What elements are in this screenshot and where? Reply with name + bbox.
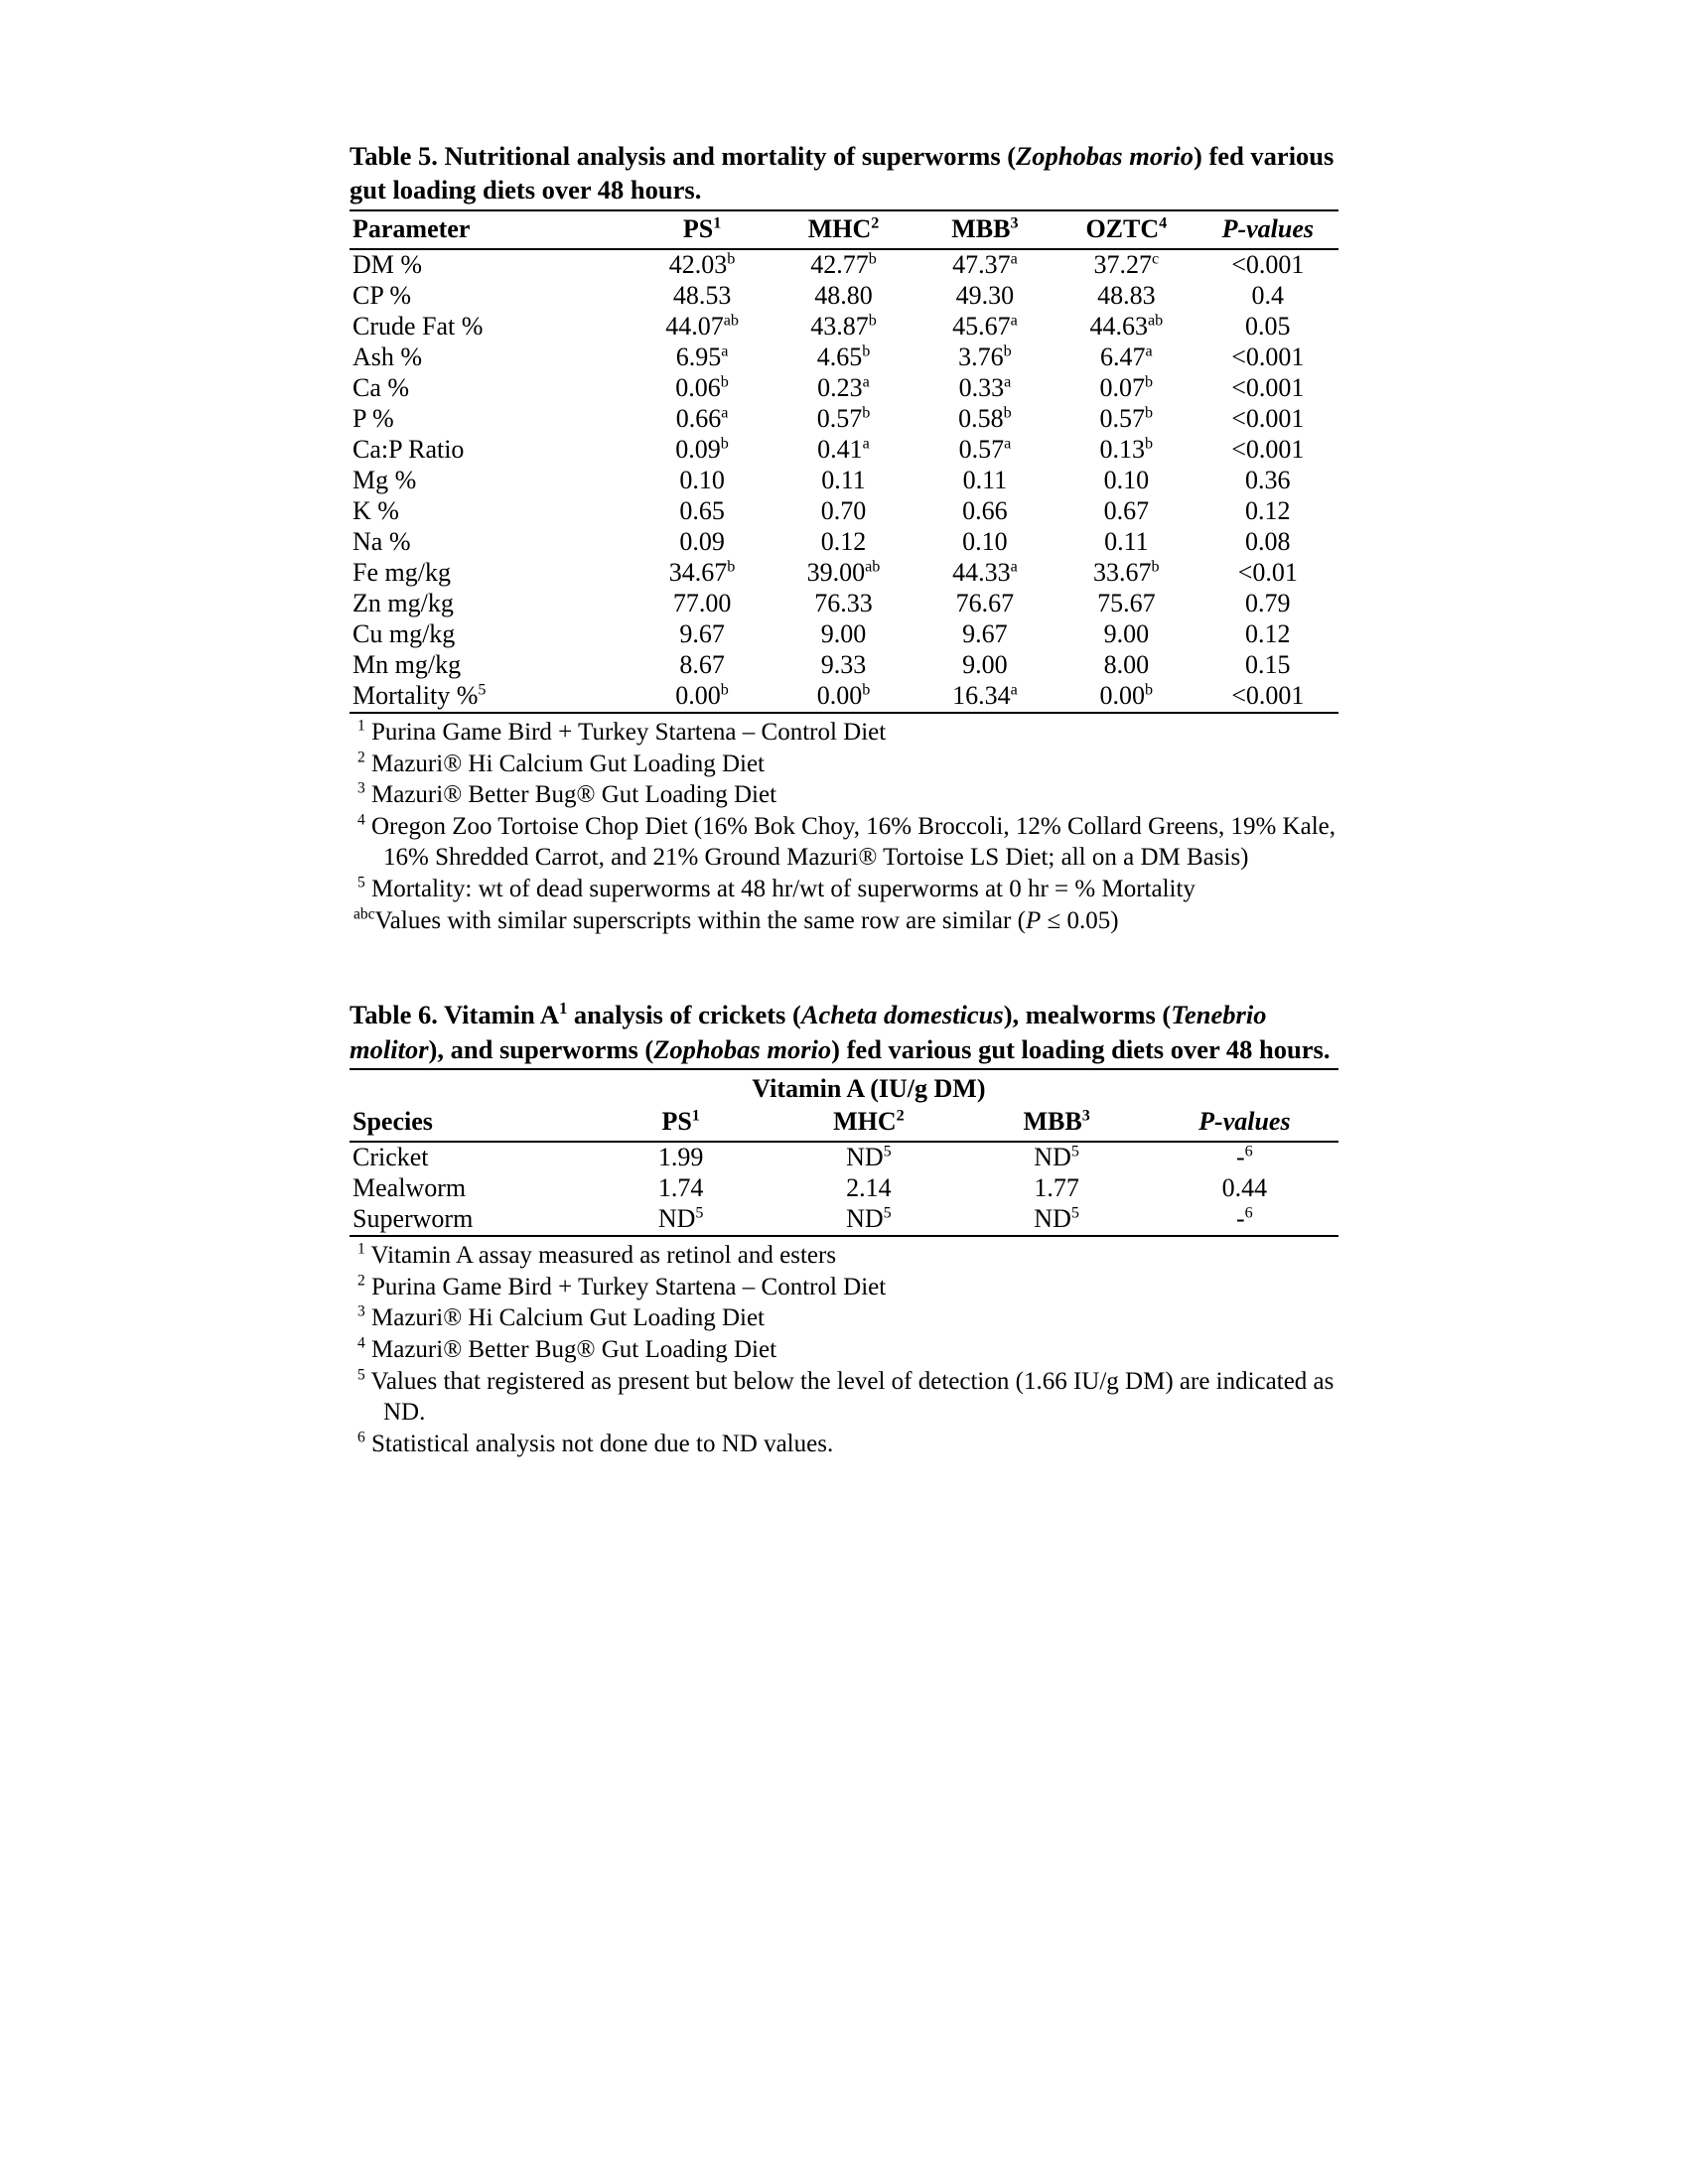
table-5-cell-parameter: P % [352,403,394,433]
table-5-col-oztc: OZTC$^4$ [1085,213,1168,243]
table-5-header-row [350,210,1338,249]
table-5-cell-ps: 34.67$^b$ [668,557,736,587]
table-row [350,435,1338,466]
table-5-cell-ps: 0.00$^b$ [675,680,729,710]
table-row [350,342,1338,373]
table-5-cell-parameter: Mn mg/kg [352,649,462,679]
footnote: $^2$ Purina Game Bird + Turkey Startena – Control Diet [357,1272,887,1300]
table-row [350,249,1338,281]
footnote: $^2$ Mazuri® Hi Calcium Gut Loading Diet [357,749,765,777]
table-5-col-mbb: MBB$^3$ [951,213,1019,243]
table-row [350,373,1338,404]
table-5-cell-ps: 48.53 [672,280,732,310]
table-5-cell-pvalue: 0.12 [1245,495,1291,525]
table-5-cell-mbb: 9.67 [962,618,1008,648]
table-row [350,1142,1338,1173]
table-row [350,558,1338,589]
table-6-footnote-list [350,1240,1338,1459]
table-6-cell-pvalue: 0.44 [1221,1173,1268,1203]
table-5-cell-mbb: 0.57$^a$ [958,434,1012,464]
table-5-footnotes [350,717,1338,936]
table-row [350,312,1338,342]
table-5-cell-parameter: Mg % [352,465,417,494]
table-5-cell-mhc: 9.00 [820,618,867,648]
table-5-cell-ps: 0.06$^b$ [675,372,729,402]
table-5-cell-ps: 9.67 [679,618,725,648]
table-5-cell-oztc: 0.00$^b$ [1099,680,1154,710]
table-5-cell-pvalue: 0.4 [1251,280,1285,310]
table-5-cell-mhc: 9.33 [820,649,867,679]
table-5-cell-mbb: 0.10 [962,526,1008,556]
table-5-cell-oztc: 0.11 [1104,526,1149,556]
table-5-cell-pvalue: <0.01 [1237,557,1298,587]
table-6-span-blank-left [350,1069,587,1104]
document-page [350,139,1338,1460]
table-6-cell-mbb: $ND^5$ [1034,1204,1079,1234]
table-5-cell-mbb: 45.67$^a$ [952,311,1018,341]
table-6-cell-mhc: $ND^5$ [846,1143,892,1172]
table-row [350,404,1338,435]
table-5-cell-ps: 0.10 [679,465,725,494]
table-5-cell-ps: 0.09$^b$ [675,434,729,464]
table-row [350,619,1338,650]
table-6-cell-species: Mealworm [352,1173,467,1203]
table-row [350,650,1338,681]
table-5-caption-prefix: Table 5. Nutritional analysis and mortality of superworms ( [350,141,1017,171]
table-5-cell-pvalue: <0.001 [1231,372,1305,402]
table-5-cell-ps: 0.65 [679,495,725,525]
table-5-cell-parameter: DM % [352,249,423,279]
table-5-cell-oztc: 8.00 [1103,649,1150,679]
table-5-cell-mbb: 44.33$^a$ [952,557,1018,587]
footnote: $^3$ Mazuri® Better Bug® Gut Loading Diet [357,779,777,809]
footnote: $^3$ Mazuri® Hi Calcium Gut Loading Diet [357,1303,765,1332]
table-5-cell-mhc: 43.87$^b$ [810,311,877,341]
table-5-cell-oztc: 6.47$^a$ [1100,341,1153,371]
table-5-cell-pvalue: <0.001 [1231,249,1305,279]
table-6-cell-pvalue: -$^6$ [1236,1143,1253,1172]
table-6-cell-ps: $ND^5$ [657,1204,704,1234]
table-row [350,466,1338,496]
table-5-cell-ps: 0.09 [679,526,725,556]
table-5-cell-parameter: CP % [352,280,411,310]
table-5-cell-oztc: 0.57$^b$ [1099,403,1154,433]
footnote: $^1$ Purina Game Bird + Turkey Startena – Control Diet [357,717,887,746]
table-row [350,527,1338,558]
table-5-cell-pvalue: 0.12 [1245,618,1291,648]
table-5-cell-ps: 44.07$^{ab}$ [665,311,739,341]
table-5-cell-mbb: 16.34$^a$ [952,680,1018,710]
table-5-cell-mbb: 76.67 [955,588,1015,617]
table-5-cell-mbb: 3.76$^b$ [958,341,1012,371]
table-6-cell-pvalue: -$^6$ [1236,1204,1253,1234]
table-5-cell-mhc: 48.80 [814,280,873,310]
table-5 [350,209,1338,714]
table-5-cell-parameter: Mortality %$^5$ [352,680,487,710]
footnote: $^5$ Values that registered as present but below the level of detection (1.66 IU/g DM) are indicated as ND. [357,1366,1335,1427]
table-6 [350,1068,1338,1237]
table-6-col-mhc: MHC$^2$ [833,1107,905,1137]
table-5-cell-pvalue: <0.001 [1231,341,1305,371]
table-5-caption [350,139,1338,207]
table-5-cell-parameter: Cu mg/kg [352,618,456,648]
table-5-cell-pvalue: <0.001 [1231,434,1305,464]
table-5-cell-parameter: Ca:P Ratio [352,434,465,464]
table-5-head [350,210,1338,249]
table-5-cell-mhc: 4.65$^b$ [816,341,871,371]
table-5-cell-ps: 42.03$^b$ [668,249,736,279]
table-5-cell-oztc: 0.10 [1103,465,1150,494]
table-6-span-header-row [350,1069,1338,1104]
table-6-caption: Table 6. Vitamin $A^1$ analysis of crickets (Acheta domesticus), mealworms (Tenebrio molitor), and superworms (Zophobas morio) fed various gut loading diets over 48 hours. [350,999,1331,1064]
table-5-cell-parameter: Ca % [352,372,410,402]
footnote: $^5$ Mortality: wt of dead superworms at 48 hr/wt of superworms at 0 hr = % Mortality [357,874,1196,902]
table-6-cell-mbb: $ND^5$ [1034,1143,1079,1172]
table-6-span-header-vitamin-a: Vitamin A (IU/g DM) [752,1074,986,1104]
table-5-cell-pvalue: 0.05 [1245,311,1291,341]
table-5-cell-oztc: 44.63$^{ab}$ [1089,311,1164,341]
table-5-cell-ps: 8.67 [679,649,725,679]
table-6-block [350,998,1338,1459]
table-5-cell-mhc: 0.00$^b$ [816,680,871,710]
table-6-col-species: Species [352,1107,433,1137]
table-6-body [350,1142,1338,1236]
table-5-body [350,249,1338,713]
table-5-cell-mhc: 0.12 [820,526,867,556]
table-row [350,589,1338,619]
table-6-cell-ps: 1.99 [657,1143,704,1172]
table-5-col-ps: $PS^1$ [682,213,722,243]
table-5-footnote-list [350,717,1338,905]
table-5-cell-mhc: 0.23$^a$ [817,372,870,402]
table-5-cell-oztc: 37.27$^c$ [1093,249,1160,279]
table-5-cell-pvalue: <0.001 [1231,403,1305,433]
table-5-col-mhc: MHC$^2$ [807,213,880,243]
table-5-cell-ps: 0.66$^a$ [675,403,729,433]
table-5-cell-parameter: K % [352,495,399,525]
table-5-cell-mhc: 0.70 [820,495,867,525]
table-5-cell-oztc: 0.13$^b$ [1099,434,1154,464]
table-6-col-mbb: MBB$^3$ [1023,1107,1090,1137]
table-5-cell-ps: 77.00 [672,588,732,617]
table-5-cell-oztc: 9.00 [1103,618,1150,648]
table-5-cell-mhc: 39.00$^{ab}$ [806,557,881,587]
table-5-cell-parameter: Na % [352,526,411,556]
footnote: $^1$ Vitamin A assay measured as retinol and esters [357,1240,837,1270]
footnote: $^4$ Mazuri® Better Bug® Gut Loading Diet [357,1334,777,1363]
table-5-cell-pvalue: <0.001 [1231,680,1305,710]
table-row [350,681,1338,713]
table-6-cell-ps: 1.74 [657,1173,704,1203]
table-5-cell-mbb: 47.37$^a$ [952,249,1018,279]
table-5-cell-pvalue: 0.08 [1245,526,1291,556]
table-5-cell-oztc: 0.67 [1103,495,1150,525]
footnote: $^6$ Statistical analysis not done due to ND values. [357,1429,834,1457]
table-5-col-pvalues: P-values [1221,213,1314,243]
table-row [350,1204,1338,1236]
table-5-cell-pvalue: 0.36 [1245,465,1291,494]
table-5-cell-mhc: 0.11 [821,465,866,494]
table-5-cell-mbb: 0.11 [962,465,1008,494]
table-5-caption-suffix: ) fed various gut loading diets over 48 hours. [350,141,1335,205]
table-5-cell-mhc: 0.57$^b$ [816,403,871,433]
table-5-cell-pvalue: 0.79 [1245,588,1291,617]
table-6-cell-species: Superworm [352,1204,474,1234]
table-5-cell-pvalue: 0.15 [1245,649,1291,679]
table-6-footnotes [350,1240,1338,1459]
table-5-cell-parameter: Fe mg/kg [352,557,451,587]
table-row [350,1173,1338,1204]
footnote: $^4$ Oregon Zoo Tortoise Chop Diet (16% Bok Choy, 16% Broccoli, 12% Collard Greens, 19% Kale, 16% Shredded Carrot, and 21% Ground Mazuri® Tortoise LS Diet; all on a DM Basis) [357,811,1336,872]
table-5-cell-mhc: 76.33 [814,588,873,617]
table-5-cell-oztc: 48.83 [1097,280,1156,310]
table-5-cell-oztc: 33.67$^b$ [1093,557,1160,587]
table-row [350,496,1338,527]
table-5-cell-mbb: 49.30 [955,280,1015,310]
table-6-cell-mbb: 1.77 [1034,1173,1079,1203]
table-row [350,281,1338,312]
table-5-footnote-abc: $^{abc}$Values with similar superscripts within the same row are similar (P ≤ 0.05) [353,905,1119,934]
table-6-head [350,1069,1338,1142]
table-5-block [350,139,1338,936]
table-5-cell-parameter: Ash % [352,341,423,371]
table-5-cell-oztc: 75.67 [1097,588,1156,617]
table-6-cell-mhc: 2.14 [846,1173,892,1203]
table-6-span-blank-right [1151,1069,1338,1104]
section-gap [350,936,1338,998]
table-6-header-row [350,1104,1338,1142]
table-6-col-ps: $PS^1$ [661,1107,700,1137]
table-5-cell-mbb: 0.58$^b$ [958,403,1012,433]
table-6-cell-species: Cricket [352,1143,429,1172]
table-5-cell-mbb: 9.00 [962,649,1008,679]
table-5-cell-parameter: Zn mg/kg [352,588,454,617]
table-5-cell-parameter: Crude Fat % [352,311,484,341]
table-5-caption-species: Zophobas morio [1016,141,1195,171]
table-5-cell-mbb: 0.66 [962,495,1008,525]
table-5-cell-mbb: 0.33$^a$ [958,372,1012,402]
table-6-col-pvalues: P-values [1198,1107,1291,1137]
table-5-cell-oztc: 0.07$^b$ [1099,372,1154,402]
table-5-col-parameter: Parameter [352,213,471,243]
table-5-cell-ps: 6.95$^a$ [675,341,729,371]
table-5-cell-mhc: 42.77$^b$ [810,249,877,279]
table-5-cell-mhc: 0.41$^a$ [817,434,870,464]
table-6-cell-mhc: $ND^5$ [846,1204,892,1234]
